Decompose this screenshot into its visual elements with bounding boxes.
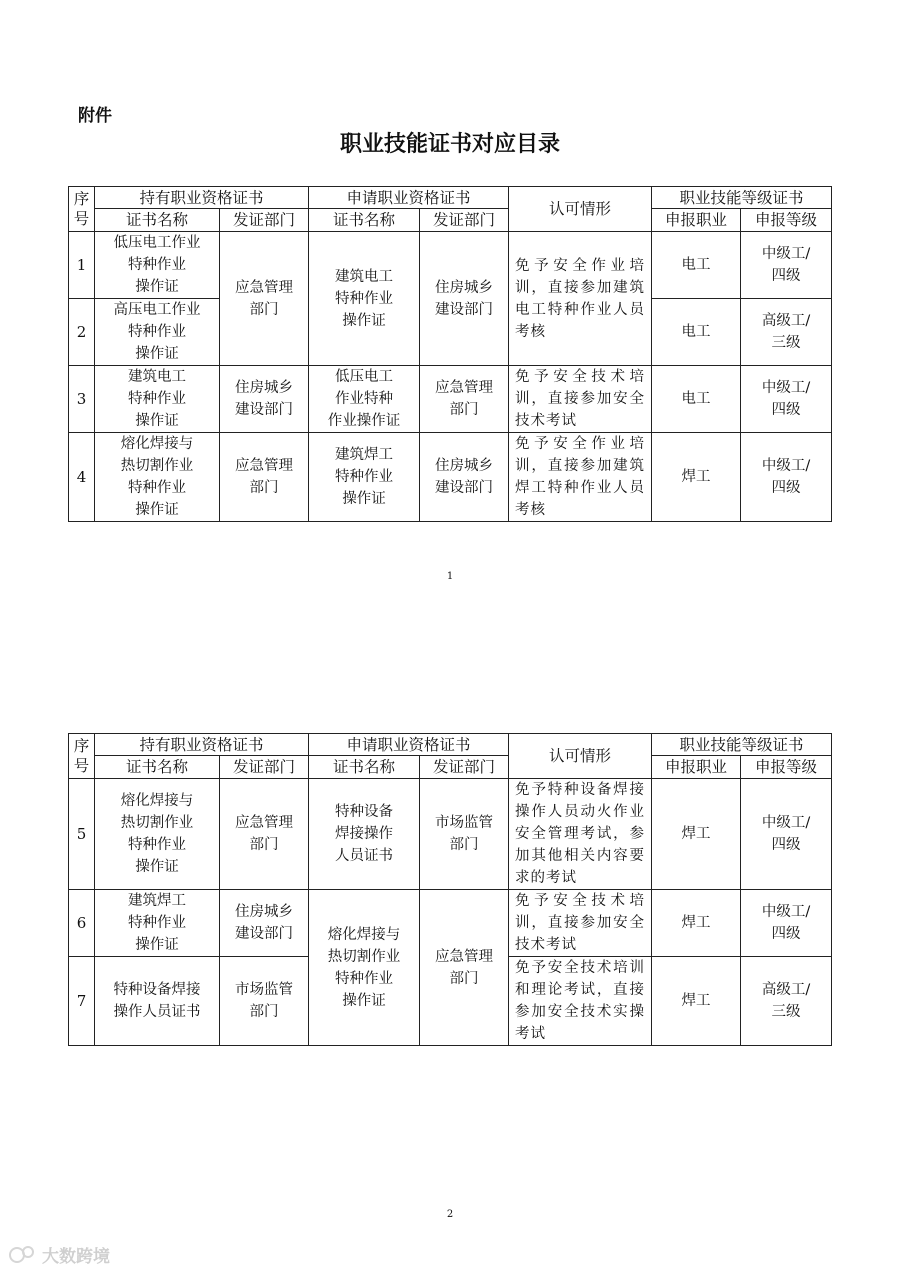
- level: 中级工/ 四级: [741, 366, 832, 433]
- header-applied-cert: 申请职业资格证书: [309, 734, 509, 756]
- level: 高级工/ 三级: [741, 299, 832, 366]
- header-cert-name-applied: 证书名称: [309, 209, 420, 232]
- watermark: [8, 1242, 110, 1267]
- header-issuer-applied: 发证部门: [420, 209, 509, 232]
- occupation: 电工: [652, 366, 741, 433]
- recognition-text: 免予安全作业培训，直接参加建筑电工特种作业人员考核: [509, 232, 652, 366]
- applied-cert-name: 建筑电工 特种作业 操作证: [309, 232, 420, 366]
- recognition-text: 免予安全技术培训，直接参加安全技术考试: [509, 890, 652, 957]
- applied-cert-name: 熔化焊接与 热切割作业 特种作业 操作证: [309, 890, 420, 1046]
- header-occupation: 申报职业: [652, 209, 741, 232]
- header-level: 申报等级: [741, 756, 832, 779]
- held-cert-name: 建筑电工 特种作业 操作证: [95, 366, 220, 433]
- header-issuer-applied: 发证部门: [420, 756, 509, 779]
- table-row: [69, 366, 832, 433]
- held-cert-name: 熔化焊接与 热切割作业 特种作业 操作证: [95, 779, 220, 890]
- held-cert-name: 低压电工作业 特种作业 操作证: [95, 232, 220, 299]
- page-number: 2: [446, 1209, 454, 1220]
- held-cert-name: 建筑焊工 特种作业 操作证: [95, 890, 220, 957]
- held-issuer: 应急管理 部门: [220, 433, 309, 522]
- occupation: 焊工: [652, 957, 741, 1046]
- header-issuer: 发证部门: [220, 209, 309, 232]
- row-seq: 6: [69, 890, 95, 957]
- level: 中级工/ 四级: [741, 232, 832, 299]
- applied-cert-name: 建筑焊工 特种作业 操作证: [309, 433, 420, 522]
- applied-issuer: 应急管理 部门: [420, 366, 509, 433]
- attachment-label: 附件: [78, 106, 112, 126]
- held-cert-name: 高压电工作业 特种作业 操作证: [95, 299, 220, 366]
- watermark-text: 大数跨境: [42, 1247, 110, 1267]
- occupation: 焊工: [652, 779, 741, 890]
- header-row-2: [69, 756, 832, 779]
- recognition-text: 免予安全技术培训，直接参加安全技术考试: [509, 366, 652, 433]
- header-cert-name-applied: 证书名称: [309, 756, 420, 779]
- table-row: [69, 433, 832, 522]
- recognition-text: 免予安全技术培训和理论考试，直接参加安全技术实操考试: [509, 957, 652, 1046]
- watermark-logo-icon: [8, 1244, 38, 1266]
- held-cert-name: 特种设备焊接 操作人员证书: [95, 957, 220, 1046]
- applied-cert-name: 特种设备 焊接操作 人员证书: [309, 779, 420, 890]
- recognition-text: 免予安全作业培训，直接参加建筑焊工特种作业人员考核: [509, 433, 652, 522]
- held-issuer: 住房城乡 建设部门: [220, 890, 309, 957]
- header-skill-cert: 职业技能等级证书: [652, 187, 832, 209]
- applied-issuer: 应急管理 部门: [420, 890, 509, 1046]
- row-seq: 3: [69, 366, 95, 433]
- held-issuer: 住房城乡 建设部门: [220, 366, 309, 433]
- header-row-1: [69, 734, 832, 756]
- held-issuer: 应急管理 部门: [220, 232, 309, 366]
- occupation: 焊工: [652, 433, 741, 522]
- certificate-table-page-2: [68, 733, 832, 1046]
- applied-issuer: 住房城乡 建设部门: [420, 433, 509, 522]
- header-row-1: [69, 187, 832, 209]
- header-issuer: 发证部门: [220, 756, 309, 779]
- recognition-text: 免予特种设备焊接操作人员动火作业安全管理考试，参加其他相关内容要求的考试: [509, 779, 652, 890]
- header-seq: 序 号: [69, 187, 95, 232]
- row-seq: 1: [69, 232, 95, 299]
- applied-cert-name: 低压电工 作业特种 作业操作证: [309, 366, 420, 433]
- header-recognition: 认可情形: [509, 187, 652, 232]
- level: 高级工/ 三级: [741, 957, 832, 1046]
- page-number: 1: [446, 571, 454, 582]
- header-skill-cert: 职业技能等级证书: [652, 734, 832, 756]
- applied-issuer: 市场监管 部门: [420, 779, 509, 890]
- row-seq: 4: [69, 433, 95, 522]
- header-recognition: 认可情形: [509, 734, 652, 779]
- header-cert-name: 证书名称: [95, 209, 220, 232]
- table-row: [69, 890, 832, 957]
- applied-issuer: 住房城乡 建设部门: [420, 232, 509, 366]
- header-held-cert: 持有职业资格证书: [95, 734, 309, 756]
- header-held-cert: 持有职业资格证书: [95, 187, 309, 209]
- occupation: 电工: [652, 232, 741, 299]
- table-row: [69, 779, 832, 890]
- document-title: 职业技能证书对应目录: [339, 131, 560, 157]
- level: 中级工/ 四级: [741, 890, 832, 957]
- table-row: [69, 232, 832, 299]
- held-issuer: 市场监管 部门: [220, 957, 309, 1046]
- header-row-2: [69, 209, 832, 232]
- level: 中级工/ 四级: [741, 433, 832, 522]
- header-cert-name: 证书名称: [95, 756, 220, 779]
- row-seq: 5: [69, 779, 95, 890]
- occupation: 电工: [652, 299, 741, 366]
- held-issuer: 应急管理 部门: [220, 779, 309, 890]
- header-occupation: 申报职业: [652, 756, 741, 779]
- header-applied-cert: 申请职业资格证书: [309, 187, 509, 209]
- header-seq: 序 号: [69, 734, 95, 779]
- certificate-table-page-1: [68, 186, 832, 522]
- row-seq: 7: [69, 957, 95, 1046]
- header-level: 申报等级: [741, 209, 832, 232]
- row-seq: 2: [69, 299, 95, 366]
- held-cert-name: 熔化焊接与 热切割作业 特种作业 操作证: [95, 433, 220, 522]
- level: 中级工/ 四级: [741, 779, 832, 890]
- occupation: 焊工: [652, 890, 741, 957]
